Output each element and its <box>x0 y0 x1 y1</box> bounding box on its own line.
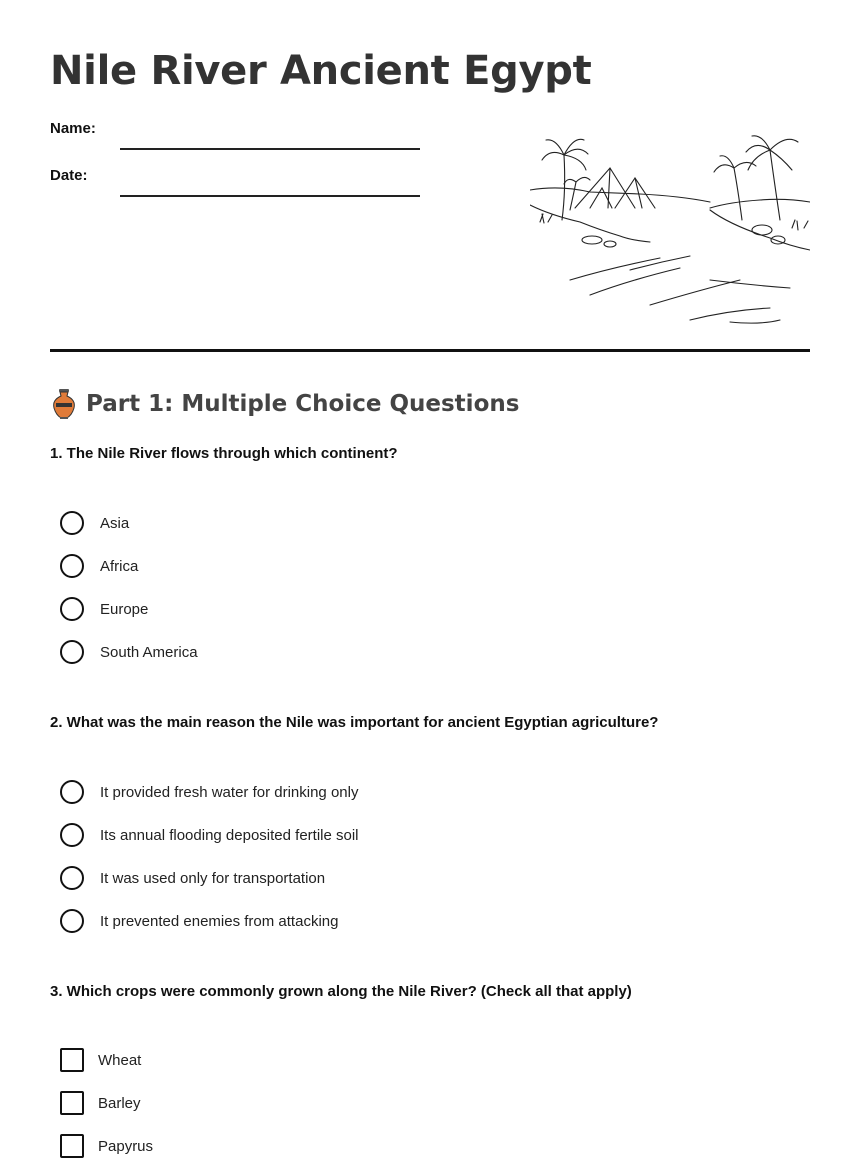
option-label: Barley <box>98 1094 141 1112</box>
q2-option-4[interactable] <box>60 908 338 934</box>
name-input[interactable] <box>120 124 420 150</box>
radio-button[interactable] <box>60 511 84 535</box>
radio-button[interactable] <box>60 554 84 578</box>
option-label: It provided fresh water for drinking only <box>100 783 359 801</box>
date-label: Date: <box>50 167 88 184</box>
date-input[interactable] <box>120 171 420 197</box>
radio-button[interactable] <box>60 780 84 804</box>
amphora-vase-icon <box>50 388 78 420</box>
radio-button[interactable] <box>60 597 84 621</box>
question-2: 2. What was the main reason the Nile was important for ancient Egyptian agriculture? <box>50 714 659 731</box>
option-label: It prevented enemies from attacking <box>100 912 339 930</box>
option-label: Europe <box>100 600 149 618</box>
section-title-text: Part 1: Multiple Choice Questions <box>86 391 520 417</box>
nile-illustration-icon <box>530 130 810 330</box>
q1-option-2[interactable] <box>60 553 138 579</box>
question-3: 3. Which crops were commonly grown along the Nile River? (Check all that apply) <box>50 983 632 1000</box>
option-label: Papyrus <box>98 1137 154 1155</box>
option-label: Its annual flooding deposited fertile soil <box>100 826 359 844</box>
radio-button[interactable] <box>60 909 84 933</box>
q3-option-1[interactable] <box>60 1047 141 1073</box>
q1-option-1[interactable] <box>60 510 129 536</box>
radio-button[interactable] <box>60 823 84 847</box>
q3-option-2[interactable] <box>60 1090 141 1116</box>
q2-option-3[interactable] <box>60 865 325 891</box>
page-title: Nile River Ancient Egypt <box>50 48 592 94</box>
name-field <box>50 120 420 150</box>
option-label: It was used only for transportation <box>100 869 326 887</box>
q2-option-1[interactable] <box>60 779 358 805</box>
option-label: South America <box>100 643 198 661</box>
checkbox[interactable] <box>60 1048 84 1072</box>
option-label: Africa <box>100 557 139 575</box>
date-field <box>50 167 420 197</box>
option-label: Asia <box>100 514 130 532</box>
section-title <box>50 388 519 420</box>
section-divider <box>50 349 810 352</box>
checkbox[interactable] <box>60 1134 84 1158</box>
q2-option-2[interactable] <box>60 822 359 848</box>
q1-option-3[interactable] <box>60 596 148 622</box>
checkbox[interactable] <box>60 1091 84 1115</box>
question-1: 1. The Nile River flows through which continent? <box>50 445 398 462</box>
q3-option-3[interactable] <box>60 1133 153 1159</box>
option-label: Wheat <box>98 1051 142 1069</box>
radio-button[interactable] <box>60 866 84 890</box>
q1-option-4[interactable] <box>60 639 198 665</box>
radio-button[interactable] <box>60 640 84 664</box>
name-label: Name: <box>50 120 96 137</box>
